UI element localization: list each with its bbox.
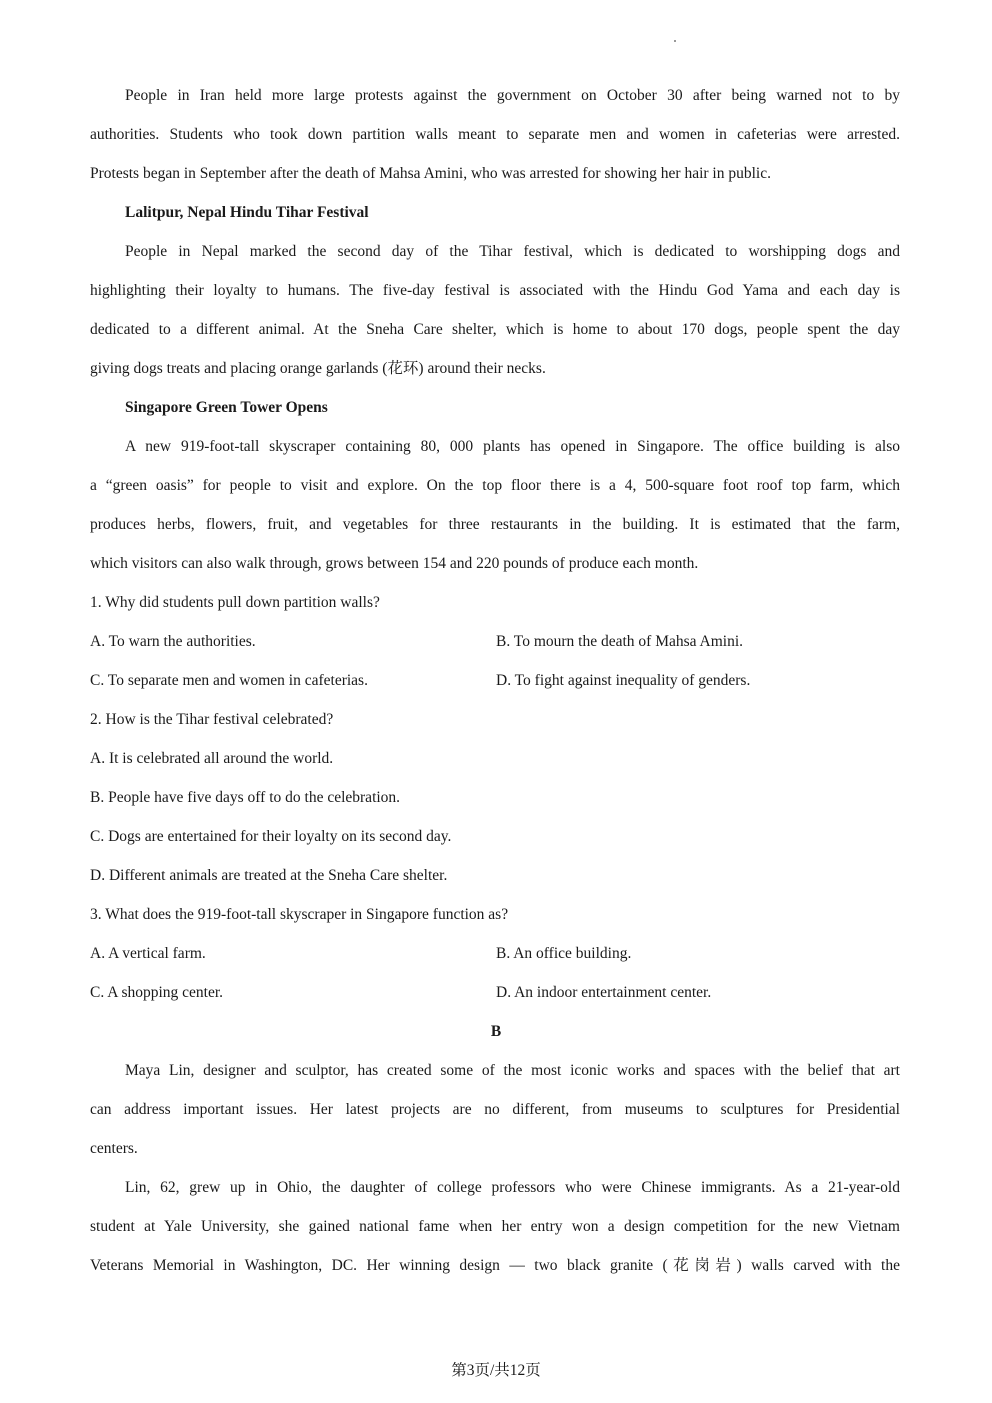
paragraph-line: Lin, 62, grew up in Ohio, the daughter of college professors who were Chinese immigrants. As a 21-year-old: [125, 1179, 900, 1196]
option-c: C. To separate men and women in cafeterias.: [90, 672, 368, 689]
section-heading: Singapore Green Tower Opens: [125, 399, 328, 416]
paragraph-line: which visitors can also walk through, grows between 154 and 220 pounds of produce each month.: [90, 555, 699, 572]
paragraph-line: Veterans Memorial in Washington, DC. Her winning design — two black granite (花岗岩) walls carved with the: [90, 1257, 900, 1274]
question-stem: 1. Why did students pull down partition walls?: [90, 594, 380, 611]
option-d: D. Different animals are treated at the Sneha Care shelter.: [90, 867, 448, 884]
option-c: C. Dogs are entertained for their loyalty on its second day.: [90, 828, 452, 845]
paragraph-line: giving dogs treats and placing orange garlands (花环) around their necks.: [90, 360, 546, 377]
paragraph-line: produces herbs, flowers, fruit, and vegetables for three restaurants in the building. It is estimated that the farm,: [90, 516, 900, 533]
option-b: B. People have five days off to do the celebration.: [90, 789, 401, 806]
paragraph-line: A new 919-foot-tall skyscraper containing 80, 000 plants has opened in Singapore. The office building is also: [125, 438, 900, 455]
paragraph-line: People in Iran held more large protests against the government on October 30 after being warned not to by: [125, 87, 900, 104]
paragraph-line: highlighting their loyalty to humans. The five-day festival is associated with the Hindu God Yama and each day is: [90, 282, 900, 299]
scan-dot: [674, 40, 676, 42]
option-b: B. To mourn the death of Mahsa Amini.: [496, 633, 744, 650]
paragraph-line: People in Nepal marked the second day of the Tihar festival, which is dedicated to worshipping dogs and: [125, 243, 900, 260]
option-a: A. A vertical farm.: [90, 945, 206, 962]
option-b: B. An office building.: [496, 945, 632, 962]
option-d: D. To fight against inequality of genders.: [496, 672, 751, 689]
option-a: A. To warn the authorities.: [90, 633, 256, 650]
paragraph-line: can address important issues. Her latest projects are no different, from museums to sculptures for Presidential: [90, 1101, 900, 1118]
paragraph-line: Maya Lin, designer and sculptor, has created some of the most iconic works and spaces with the belief that art: [125, 1062, 900, 1079]
paragraph-line: dedicated to a different animal. At the Sneha Care shelter, which is home to about 170 dogs, people spent the day: [90, 321, 900, 338]
option-d: D. An indoor entertainment center.: [496, 984, 712, 1001]
option-a: A. It is celebrated all around the world.: [90, 750, 334, 767]
paragraph-line: Protests began in September after the death of Mahsa Amini, who was arrested for showing her hair in public.: [90, 165, 771, 182]
page-footer: 第3页/共12页: [451, 1362, 541, 1379]
question-stem: 3. What does the 919-foot-tall skyscraper in Singapore function as?: [90, 906, 509, 923]
section-heading: Lalitpur, Nepal Hindu Tihar Festival: [125, 204, 369, 221]
section-title: B: [490, 1023, 502, 1040]
paragraph-line: a “green oasis” for people to visit and explore. On the top floor there is a 4, 500-square foot roof top farm, which: [90, 477, 900, 494]
question-stem: 2. How is the Tihar festival celebrated?: [90, 711, 334, 728]
paragraph-line: centers.: [90, 1140, 138, 1157]
paragraph-line: authorities. Students who took down partition walls meant to separate men and women in cafeterias were arrested.: [90, 126, 900, 143]
option-c: C. A shopping center.: [90, 984, 224, 1001]
paragraph-line: student at Yale University, she gained national fame when her entry won a design competition for the new Vietnam: [90, 1218, 900, 1235]
